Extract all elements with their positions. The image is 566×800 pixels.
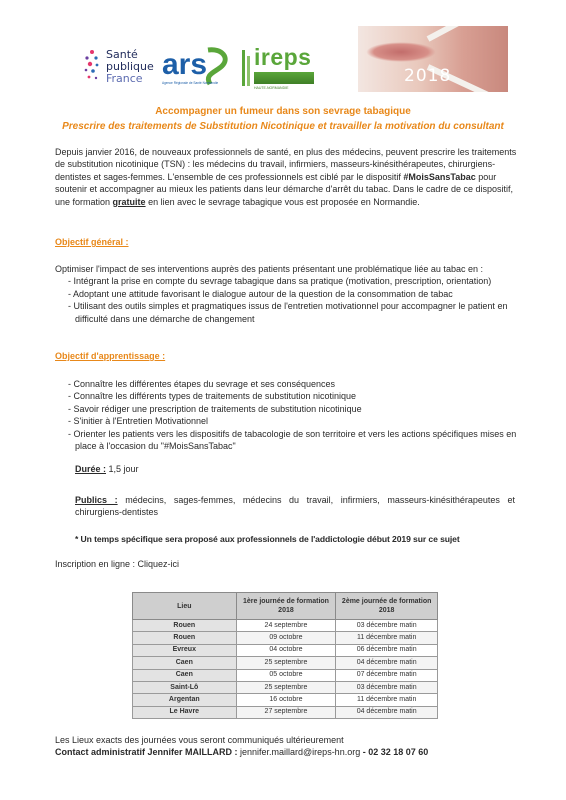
publics-label: Publics :: [75, 495, 118, 505]
hashtag-mois-sans-tabac: #MoisSansTabac: [403, 171, 476, 182]
objectif-apprentissage-list: [55, 378, 517, 452]
table-cell: 04 octobre: [236, 644, 336, 656]
list-item: - Connaître les différentes étapes du sevrage et ses conséquences: [68, 379, 335, 389]
table-cell-lieu: Rouen: [133, 620, 237, 632]
lieux-note: Les Lieux exacts des journées vous seront communiqués ultérieurement: [55, 735, 344, 745]
table-cell-lieu: Saint-Lô: [133, 681, 237, 693]
list-item: - Adoptant une attitude favorisant le dialogue autour de la question de la consommation de tabac: [68, 288, 453, 299]
table-row: [133, 669, 438, 681]
contact-email[interactable]: jennifer.maillard@ireps-hn.org: [240, 747, 361, 757]
ireps-logo-sub: HAUTE-NORMANDIE: [254, 86, 289, 90]
contact-label: Contact administratif Jennifer MAILLARD :: [55, 747, 241, 757]
table-cell-lieu: Caen: [133, 657, 237, 669]
intro-text-a: Depuis janvier 2016, de nouveaux professionnels de santé, en plus des médecins, peuvent prescrire les traitements de substitution nicotinique (TSN) : les médecins du travail, infirmiers, masseurs-kinésithérapeutes, chirurgiens-dentistes et sages-femmes. L'ensemble de ces professionnels est ciblé par le dispositif: [55, 147, 517, 182]
list-item: - Orienter les patients vers les dispositifs de tabacologie de son territoire et vers les actions spécifiques mises en place à l'occasion du "#MoisSansTabac": [68, 428, 517, 452]
ireps-logo-band: [254, 72, 314, 84]
list-item: - Utilisant des outils simples et pragmatiques issus de l'entretien motivationnel pour accompagner le patient en difficulté dans une démarche de changement: [68, 301, 508, 324]
objectif-general-title: Objectif général :: [55, 237, 129, 247]
table-cell-lieu: Rouen: [133, 632, 237, 644]
table-cell-lieu: Le Havre: [133, 706, 237, 718]
intro-text-c: en lien avec le sevrage tabagique vous est proposée en Normandie.: [145, 196, 420, 207]
table-row: [133, 632, 438, 644]
table-row: [133, 644, 438, 656]
table-cell: 11 décembre matin: [336, 632, 438, 644]
objectif-general-block: [55, 263, 517, 325]
page-subtitle: Prescrire des traitements de Substitution Nicotinique et travailler la motivation du consultant: [62, 121, 504, 132]
intro-paragraph: [55, 146, 517, 208]
dots-logo-icon: [84, 49, 100, 83]
header-photo: [358, 26, 508, 92]
broken-cigarette-image: [427, 26, 508, 42]
table-cell: 24 septembre: [236, 620, 336, 632]
formation-dates-table: [132, 592, 438, 719]
table-cell: 16 octobre: [236, 694, 336, 706]
lips-image: [366, 42, 436, 62]
objectif-apprentissage-block: [55, 378, 517, 452]
table-cell: 09 octobre: [236, 632, 336, 644]
table-cell-lieu: Evreux: [133, 644, 237, 656]
intro-text-b: pour soutenir et accompagner au mieux les patients dans leur démarche d'arrêt du tabac. Dans le cadre de ce dispositif, une formation: [55, 171, 513, 207]
table-header-row: [133, 593, 438, 620]
table-cell: 05 octobre: [236, 669, 336, 681]
col-header-lieu: Lieu: [133, 593, 237, 620]
table-cell-lieu: Argentan: [133, 694, 237, 706]
ireps-stripes-icon: [240, 50, 254, 86]
objectif-general-heading: [55, 236, 517, 248]
table-cell: 06 décembre matin: [336, 644, 438, 656]
contact-phone: 02 32 18 07 60: [368, 747, 429, 757]
photo-year: 2018: [404, 66, 452, 86]
duree-value: 1,5 jour: [106, 464, 139, 474]
logo-sante-line1: Santé: [106, 48, 138, 61]
table-cell: 27 septembre: [236, 706, 336, 718]
objectif-general-list: [55, 275, 517, 325]
list-item: - Connaître les différents types de traitements de substitution nicotinique: [68, 391, 356, 402]
table-cell: 07 décembre matin: [336, 669, 438, 681]
table-cell: 03 décembre matin: [336, 620, 438, 632]
sante-publique-france-logo: [84, 47, 154, 87]
col-header-journee-2: 2ème journée de formation 2018: [336, 593, 438, 620]
page-title: Accompagner un fumeur dans son sevrage tabagique: [155, 106, 411, 117]
table-cell: 04 décembre matin: [336, 657, 438, 669]
inscription-link[interactable]: Inscription en ligne : Cliquez-ici: [55, 559, 180, 569]
ireps-logo: [240, 44, 322, 90]
table-row: [133, 706, 438, 718]
contact-line: [55, 747, 428, 757]
publics-value: médecins, sages-femmes, médecins du travail, infirmiers, masseurs-kinésithérapeutes et chirurgiens-dentistes: [75, 495, 515, 518]
objectif-apprentissage-title: Objectif d'apprentissage :: [55, 351, 166, 361]
col-header-journee-1: 1ère journée de formation 2018: [236, 593, 336, 620]
gratuite-emphasis: gratuite: [112, 196, 146, 207]
table-cell: 11 décembre matin: [336, 694, 438, 706]
table-cell: 04 décembre matin: [336, 706, 438, 718]
table-cell: 25 septembre: [236, 657, 336, 669]
duree-label: Durée :: [75, 464, 107, 474]
ars-logo-sub: Agence Régionale de Santé Normandie: [162, 81, 219, 85]
logo-sante-line2: publique: [106, 60, 154, 73]
addictologie-note: * Un temps spécifique sera proposé aux professionnels de l'addictologie début 2019 sur ce sujet: [75, 534, 460, 544]
objectif-apprentissage-heading: [55, 350, 517, 362]
ars-logo-word: ars: [162, 48, 208, 81]
table-cell: 25 septembre: [236, 681, 336, 693]
duree-line: [75, 463, 515, 475]
ars-logo-icon: [160, 44, 234, 92]
table-row: [133, 681, 438, 693]
logo-sante-line3: France: [106, 72, 143, 85]
list-item: - S'initier à l'Entretien Motivationnel: [68, 416, 209, 427]
table-cell: 03 décembre matin: [336, 681, 438, 693]
ars-logo: [160, 44, 234, 92]
publics-line: [75, 494, 515, 519]
table-row: [133, 694, 438, 706]
ireps-logo-word: ireps: [254, 44, 312, 70]
table-row: [133, 620, 438, 632]
contact-separator: -: [360, 747, 369, 757]
list-item: - Savoir rédiger une prescription de traitements de substitution nicotinique: [68, 403, 362, 414]
table-row: [133, 657, 438, 669]
header: [0, 0, 566, 100]
list-item: - Intégrant la prise en compte du sevrage tabagique dans sa pratique (motivation, prescription, orientation): [68, 276, 492, 287]
objectif-general-lead: Optimiser l'impact de ses interventions auprès des patients présentant une problématique liée au tabac en :: [55, 264, 483, 274]
table-cell-lieu: Caen: [133, 669, 237, 681]
